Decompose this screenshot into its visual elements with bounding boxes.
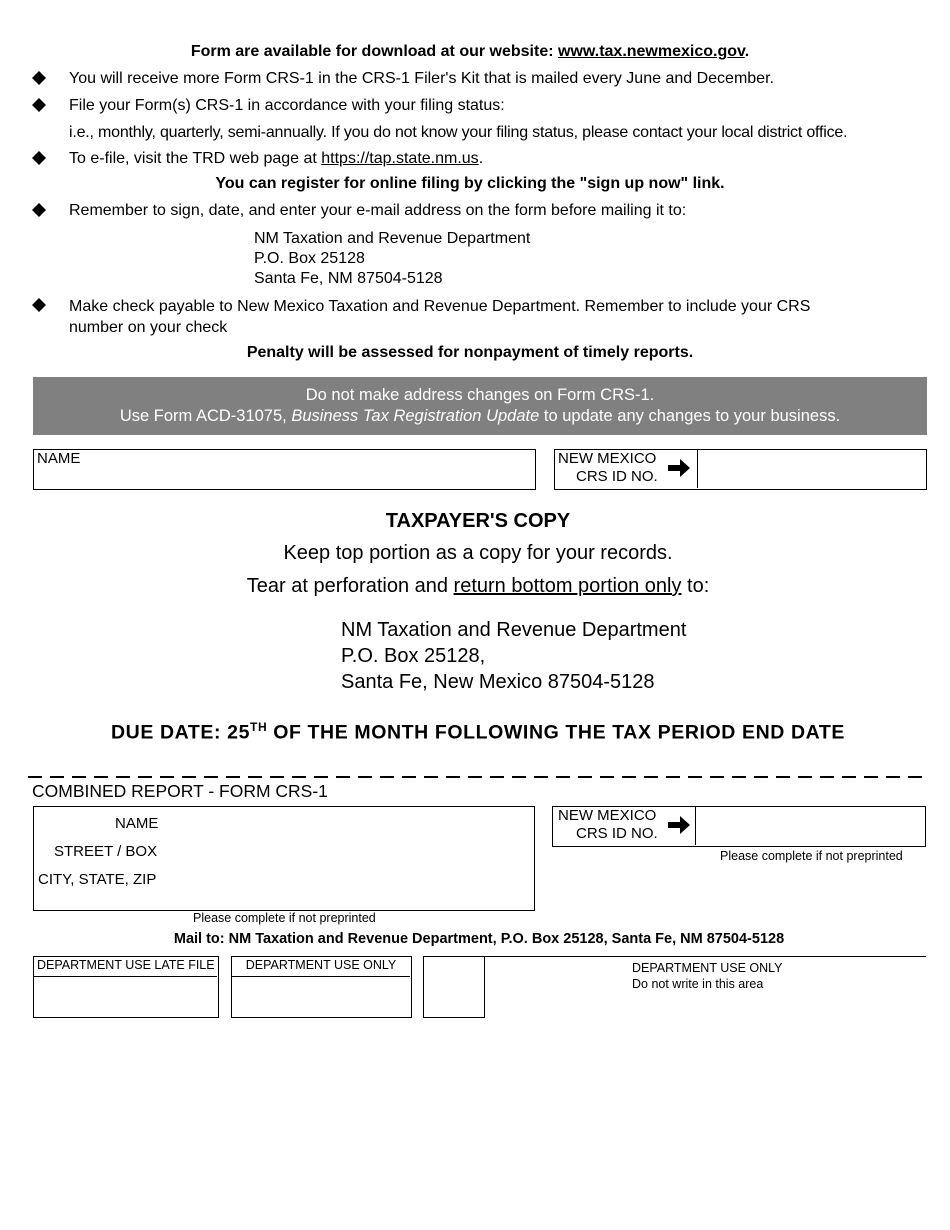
mail-to-note: Mail to: NM Taxation and Revenue Department, P.O. Box 25128, Santa Fe, NM 87504-5128 xyxy=(173,931,785,947)
return-address: NM Taxation and Revenue Department P.O. Box 25128, Santa Fe, New Mexico 87504-5128 xyxy=(341,619,687,693)
name-label: NAME xyxy=(37,450,81,467)
city-state-zip-label: CITY, STATE, ZIP xyxy=(38,871,157,888)
dept-use-small-box xyxy=(423,956,485,1018)
bullet-text-efile: To e-file, visit the TRD web page at https://tap.state.nm.us. xyxy=(69,150,484,167)
diamond-bullet-icon xyxy=(32,71,46,85)
bullet-text-filers-kit: You will receive more Form CRS-1 in the CRS-1 Filer's Kit that is mailed every June and December. xyxy=(69,70,774,87)
crs-id-box-bottom xyxy=(552,806,926,847)
bullet-text-filing-status-cont: i.e., monthly, quarterly, semi-annually. If you do not know your filing status, please contact your local district office. xyxy=(69,124,848,141)
due-date: DUE DATE: 25TH OF THE MONTH FOLLOWING THE TAX PERIOD END DATE xyxy=(110,720,846,744)
form-title: COMBINED REPORT - FORM CRS-1 xyxy=(32,781,328,801)
dept-area-note: DEPARTMENT USE ONLY Do not write in this area xyxy=(632,961,783,991)
crs-id-input-bottom[interactable] xyxy=(695,807,926,845)
bullet-text-check-payable: Make check payable to New Mexico Taxation and Revenue Department. Remember to include your CRS number on your check xyxy=(69,298,811,336)
street-label: STREET / BOX xyxy=(54,843,158,860)
register-note: You can register for online filing by clicking the "sign up now" link. xyxy=(215,175,725,192)
complete-note-left: Please complete if not preprinted xyxy=(193,911,376,925)
diamond-bullet-icon xyxy=(32,98,46,112)
arrow-right-icon xyxy=(666,457,692,484)
bullet-text-filing-status: File your Form(s) CRS-1 in accordance with your filing status: xyxy=(69,97,505,114)
download-note: Form are available for download at our website: www.tax.newmexico.gov. xyxy=(190,43,750,60)
crs-id-input[interactable] xyxy=(697,450,927,488)
dept-use-only-box: DEPARTMENT USE ONLY xyxy=(231,956,412,1018)
crs-id-box xyxy=(554,449,927,490)
website-link[interactable]: www.tax.newmexico.gov xyxy=(558,43,745,60)
tear-note: Tear at perforation and return bottom portion only to: xyxy=(246,575,710,597)
efile-link[interactable]: https://tap.state.nm.us xyxy=(321,150,479,167)
diamond-bullet-icon xyxy=(32,203,46,217)
bullet-text-sign-date: Remember to sign, date, and enter your e-mail address on the form before mailing it to: xyxy=(69,202,687,219)
address-change-banner: Do not make address changes on Form CRS-1. Use Form ACD-31075, Business Tax Registration Update to update any changes to your business. xyxy=(33,377,927,435)
dept-area-rule xyxy=(485,956,926,957)
crs-id-label-bottom: NEW MEXICO CRS ID NO. xyxy=(558,807,658,842)
penalty-note: Penalty will be assessed for nonpayment of timely reports. xyxy=(246,344,694,361)
diamond-bullet-icon xyxy=(32,151,46,165)
complete-note-right: Please complete if not preprinted xyxy=(720,849,903,863)
arrow-right-icon xyxy=(666,814,692,841)
keep-top-note: Keep top portion as a copy for your records. xyxy=(283,542,673,564)
name-label-bottom: NAME xyxy=(115,815,159,832)
diamond-bullet-icon xyxy=(32,298,46,312)
mailing-address: NM Taxation and Revenue Department P.O. Box 25128 Santa Fe, NM 87504-5128 xyxy=(254,230,531,287)
crs-id-label: NEW MEXICO CRS ID NO. xyxy=(558,450,658,485)
dept-use-late-file-box: DEPARTMENT USE LATE FILE xyxy=(33,956,219,1018)
perforation-line xyxy=(28,776,924,778)
name-field[interactable] xyxy=(33,449,536,490)
address-block[interactable] xyxy=(33,806,535,911)
taxpayer-copy-title: TAXPAYER'S COPY xyxy=(385,510,571,532)
